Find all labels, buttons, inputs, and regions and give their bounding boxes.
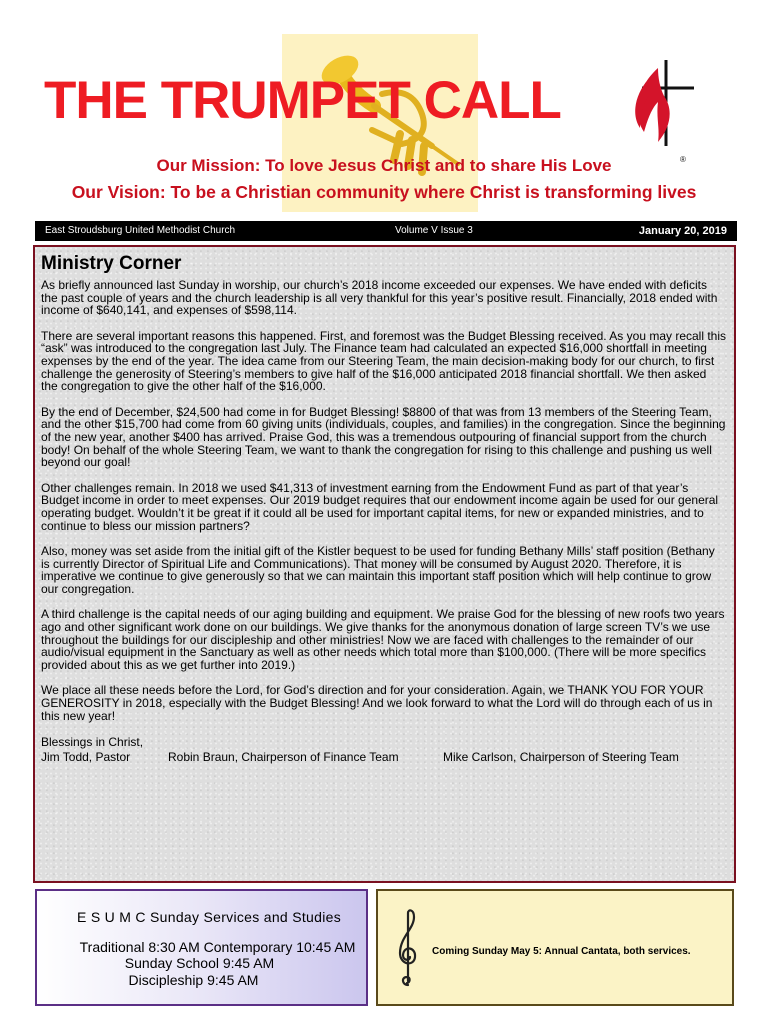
announcement-text: Coming Sunday May 5: Annual Cantata, both services. <box>432 946 691 957</box>
mission-statement: Our Mission: To love Jesus Christ and to share His Love <box>156 156 612 175</box>
signature-finance: Robin Braun, Chairperson of Finance Team <box>168 750 399 765</box>
discipleship-time: Discipleship 9:45 AM <box>128 972 259 988</box>
issue-date: January 20, 2019 <box>638 225 727 237</box>
services-times: Traditional 8:30 AM Contemporary 10:45 AM <box>79 939 356 955</box>
ministry-heading: Ministry Corner <box>41 253 182 274</box>
newsletter-title: THE TRUMPET CALL <box>44 71 561 130</box>
signature-pastor: Jim Todd, Pastor <box>41 750 131 765</box>
sunday-school-time: Sunday School 9:45 AM <box>124 955 275 971</box>
ministry-paragraph: Also, money was set aside from the initial gift of the Kistler bequest to be used for funding Bethany Mills’ staff position (Bethany is currently Director of Spiritual Life and Communications). That money will be consumed by August 2020. Therefore, it is imperative we continue to give generously so that we can maintain this important staff position which will help continue to grow our congregation. <box>41 544 715 596</box>
ministry-corner-section <box>33 245 736 883</box>
cross-and-flame-logo <box>618 58 698 168</box>
treble-clef-icon <box>396 907 418 987</box>
closing-salutation: Blessings in Christ, <box>41 735 144 750</box>
issue-volume: Volume V Issue 3 <box>395 225 473 236</box>
ministry-paragraph: A third challenge is the capital needs of our aging building and equipment. We praise God for the blessing of new roofs two years ago and other significant work done on our buildings. We give thanks for the anonymous donation of large screen TV’s we use throughout the buildings for our discipleship and other ministries! Now we are faced with challenges to the remainder of our audio/visual equipment in the Sanctuary as well as other needs which total more than $100,000. (There will be more specifics provided about this as we get further into 2019.) <box>41 607 725 672</box>
church-name: East Stroudsburg United Methodist Church <box>45 225 236 236</box>
services-box <box>35 889 368 1006</box>
issue-info-bar <box>35 221 737 241</box>
registered-mark: ® <box>680 155 686 164</box>
ministry-paragraph: Other challenges remain. In 2018 we used $41,313 of investment earning from the Endowment Fund as part of that year’s Budget income in order to meet expenses. Our 2019 budget requires that our endowment income again be used for our general operating budget. Wouldn’t it be great if it could all be used for important capital items, for new or expanded ministries, and to continue to bless our mission partners? <box>41 480 719 533</box>
ministry-paragraph: There are several important reasons this happened. First, and foremost was the Budget Blessing received. As you may recall this “ask” was introduced to the congregation last July. The Finance team had calculated an expected $16,000 shortfall in meeting expenses by the end of the year. The idea came from our Steering Team, the main decision-making body for our church, to first challenge the generosity of Steering’s members to give half of the $16,000 anticipated 2018 financial shortfall. We then asked the congregation to give the other half of the $16,000. <box>41 328 727 394</box>
services-title: E S U M C Sunday Services and Studies <box>77 909 341 925</box>
announcement-box <box>376 889 734 1006</box>
ministry-paragraph: By the end of December, $24,500 had come in for Budget Blessing! $8800 of that was from 13 members of the Steering Team, and the other $15,700 had come from 60 giving units (individuals, couples, and families) in the congregation. Since the beginning of the new year, another $400 has arrived. Praise God, this was a tremendous outpouring of financial support from the church body! On behalf of the whole Steering Team, we want to thank the congregation for rising to this challenge and pushing us well beyond our goal! <box>41 404 726 470</box>
signature-steering: Mike Carlson, Chairperson of Steering Team <box>443 750 679 765</box>
signature-row <box>41 750 726 765</box>
ministry-paragraph: We place all these needs before the Lord, for God’s direction and for your consideration. Again, we THANK YOU FOR YOUR GENEROSITY in 2018, especially with the Budget Blessing! And we look forward to what the Lord will do through each of us in this new year! <box>41 683 713 723</box>
ministry-paragraph: As briefly announced last Sunday in worship, our church’s 2018 income exceeded our expenses. We have ended with deficits the past couple of years and the church leadership is all very thankful for this year’s positive result. Financially, 2018 ended with income of $640,141, and expenses of $598,114. <box>41 278 718 318</box>
vision-statement: Our Vision: To be a Christian community where Christ is transforming lives <box>71 182 697 202</box>
